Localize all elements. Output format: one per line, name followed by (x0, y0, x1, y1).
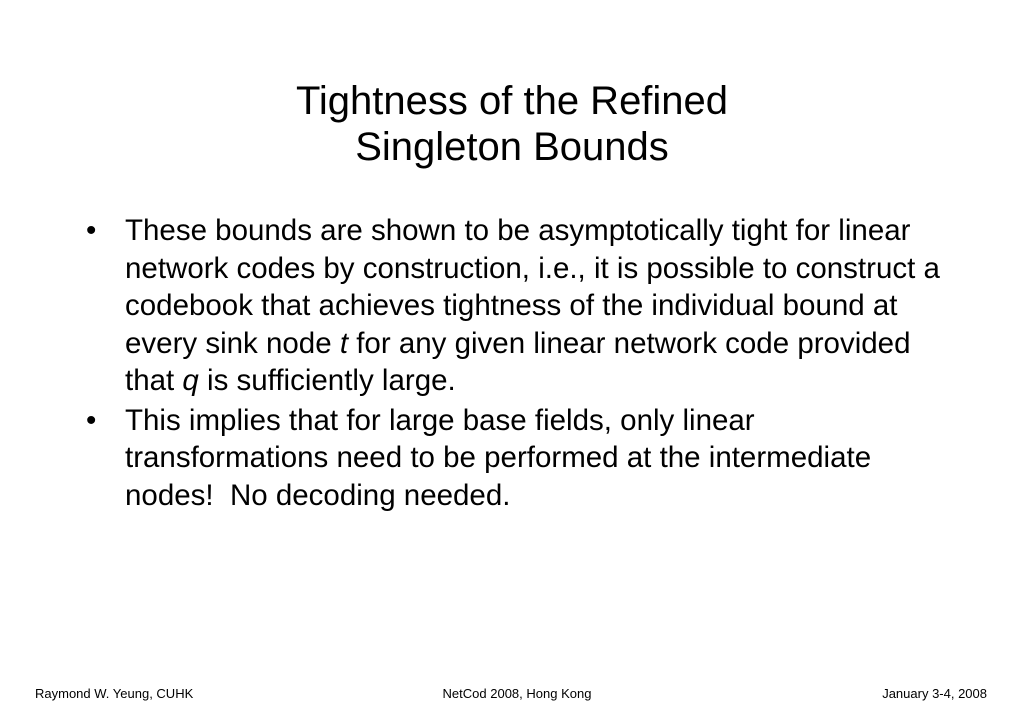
bullet-item-1 (86, 212, 946, 400)
bullet-1-text-c: is sufficiently large. (198, 364, 456, 397)
bullet-list (86, 212, 946, 516)
title-line-2: Singleton Bounds (355, 125, 669, 169)
bullet-2-text: This implies that for large base fields, only linear transformations need to be performed at the intermediate nodes! No decoding needed. (125, 403, 880, 512)
variable-t: t (339, 326, 349, 360)
bullet-1-text-b: for any given linear network code provided that (125, 326, 911, 397)
footer-event: NetCod 2008, Hong Kong (442, 686, 592, 701)
bullet-marker: • (86, 403, 97, 437)
bullet-1-text-a: These bounds are shown to be asymptotically tight for linear network codes by construction, i.e., it is possible to construct a codebook that achieves tightness of the individual bound at every sink node (125, 214, 940, 360)
footer-author: Raymond W. Yeung, CUHK (35, 686, 194, 701)
variable-q: q (182, 364, 199, 397)
bullet-marker: • (86, 214, 97, 247)
slide-title (0, 78, 1024, 170)
bullet-item-2 (86, 402, 946, 515)
title-line-1: Tightness of the Refined (295, 79, 729, 123)
footer-date: January 3-4, 2008 (882, 686, 987, 701)
